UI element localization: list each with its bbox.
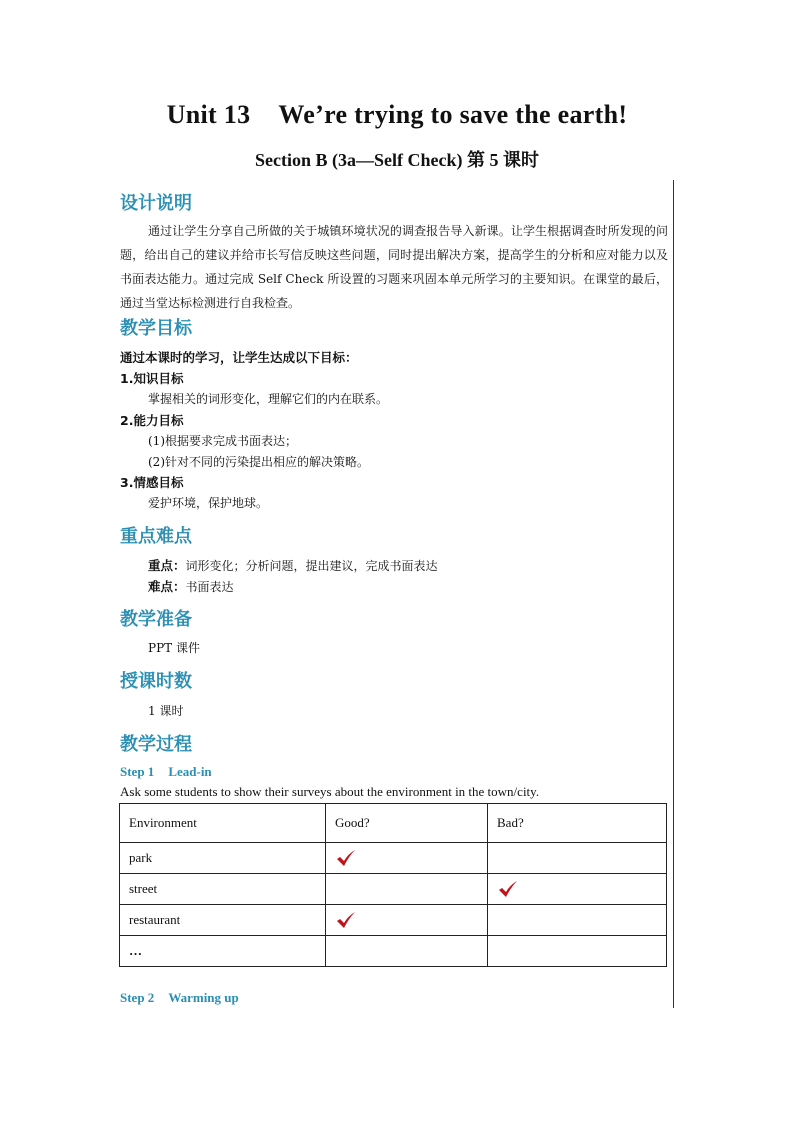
check-mark-icon xyxy=(336,849,356,867)
row-item: street xyxy=(120,874,326,905)
emotion-goal-text: 爱护环境，保护地球。 xyxy=(148,496,269,510)
margin-rule xyxy=(673,180,674,1008)
key-point-text: 词形变化；分析问题，提出建议，完成书面表达 xyxy=(185,559,438,573)
good-cell xyxy=(326,905,488,936)
bad-cell xyxy=(488,843,667,874)
emotion-goal-label: 3.情感目标 xyxy=(120,475,184,490)
heading-goals: 教学目标 xyxy=(120,318,192,339)
ability-goal-2: (2)针对不同的污染提出相应的解决策略。 xyxy=(148,455,369,469)
goals-intro: 通过本课时的学习，让学生达成以下目标： xyxy=(120,350,358,365)
ability-goal-1: (1)根据要求完成书面表达； xyxy=(148,434,297,448)
check-mark-icon xyxy=(498,880,518,898)
good-cell xyxy=(326,936,488,967)
good-cell xyxy=(326,843,488,874)
ability-goal-label: 2.能力目标 xyxy=(120,413,184,428)
table-row xyxy=(120,843,667,874)
header-good: Good? xyxy=(326,804,488,843)
check-mark-icon xyxy=(336,911,356,929)
difficulty-label: 难点： xyxy=(148,579,186,594)
bad-cell xyxy=(488,936,667,967)
key-point-line xyxy=(148,556,438,574)
bad-cell xyxy=(488,905,667,936)
header-environment: Environment xyxy=(120,804,326,843)
row-item: … xyxy=(120,936,326,967)
header-bad: Bad? xyxy=(488,804,667,843)
key-point-label: 重点： xyxy=(148,558,186,573)
table-row xyxy=(120,874,667,905)
bad-cell xyxy=(488,874,667,905)
unit-label: Unit 13 xyxy=(166,100,251,129)
heading-key-points: 重点难点 xyxy=(120,526,192,547)
hours-text: 1 课时 xyxy=(148,704,184,718)
heading-prep: 教学准备 xyxy=(120,609,192,630)
step-2-name: Warming up xyxy=(168,990,239,1005)
heading-hours: 授课时数 xyxy=(120,671,192,692)
prep-text: PPT 课件 xyxy=(148,641,200,655)
step-2-number: Step 2 xyxy=(120,990,155,1005)
table-header-row xyxy=(120,804,667,843)
step-1-heading xyxy=(120,764,212,780)
page-title xyxy=(0,100,794,130)
step-1-number: Step 1 xyxy=(120,764,155,779)
knowledge-goal-text: 掌握相关的词形变化，理解它们的内在联系。 xyxy=(148,392,389,406)
heading-process: 教学过程 xyxy=(120,734,192,755)
difficulty-line xyxy=(148,577,234,595)
knowledge-goal-label: 1.知识目标 xyxy=(120,371,184,386)
survey-table xyxy=(119,803,667,967)
unit-title: We’re trying to save the earth! xyxy=(278,100,628,129)
good-cell xyxy=(326,874,488,905)
page-subtitle: Section B (3a—Self Check) 第 5 课时 xyxy=(255,150,539,170)
heading-design: 设计说明 xyxy=(120,193,192,214)
step-2-heading xyxy=(120,990,239,1006)
design-paragraph: 通过让学生分享自己所做的关于城镇环境状况的调查报告导入新课。让学生根据调查时所发现的问题，给出自己的建议并给市长写信反映这些问题，同时提出解决方案，提高学生的分析和应对能力以及书面表达能力。通过完成 Self Check 所设置的习题来巩固本单元所学习的主要知识。在课堂的最后，通过当堂达标检测进行自我检查。 xyxy=(120,224,668,310)
step-1-name: Lead-in xyxy=(168,764,212,779)
row-item: park xyxy=(120,843,326,874)
row-item: restaurant xyxy=(120,905,326,936)
difficulty-text: 书面表达 xyxy=(185,580,234,594)
table-row xyxy=(120,936,667,967)
table-row xyxy=(120,905,667,936)
task-text: Ask some students to show their surveys about the environment in the town/city. xyxy=(120,784,540,799)
